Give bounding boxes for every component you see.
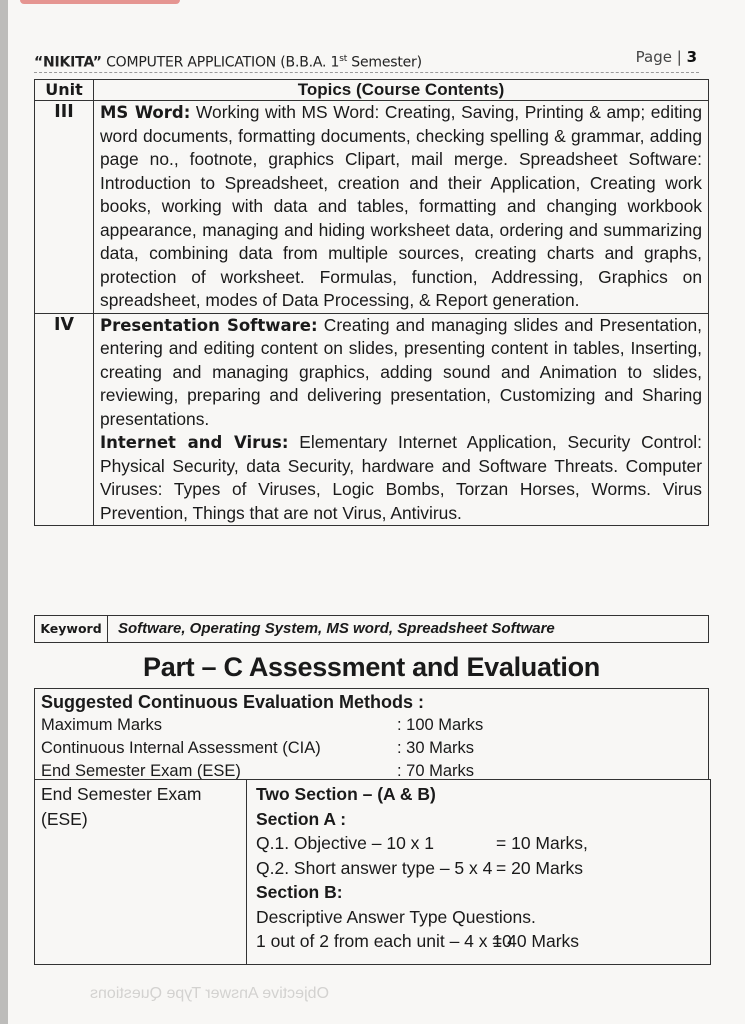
running-header <box>34 48 699 73</box>
q2-text: Q.2. Short answer type – 5 x 4 <box>256 857 493 878</box>
unit-number: IV <box>35 313 94 526</box>
keyword-label: Keyword <box>35 616 108 643</box>
marks-label: Maximum Marks <box>41 716 163 734</box>
unit-question-line <box>256 929 701 954</box>
header-title-sup: st <box>339 54 348 64</box>
table-row-unit-4 <box>35 313 709 526</box>
unit-question-marks: = 40 Marks <box>492 931 580 951</box>
unit-topics <box>94 313 709 526</box>
descriptive-line: Descriptive Answer Type Questions. <box>256 906 536 927</box>
page-number-value: 3 <box>686 48 697 66</box>
q2-line <box>256 856 701 881</box>
topic-paragraph <box>100 431 702 525</box>
part-c-title: Part – C Assessment and Evaluation <box>143 652 600 682</box>
two-section-heading: Two Section – (A & B) <box>256 784 436 804</box>
scan-left-edge <box>0 0 8 1024</box>
header-brand: “NIKITA” <box>34 54 102 71</box>
methods-heading: Suggested Continuous Evaluation Methods : <box>41 692 425 712</box>
col-unit-header: Unit <box>35 80 94 101</box>
page-number <box>636 48 697 66</box>
table-row-unit-3 <box>35 101 709 314</box>
marks-row <box>41 737 702 760</box>
q2-marks: = 20 Marks <box>496 857 584 878</box>
header-title-text: COMPUTER APPLICATION (B.B.A. 1 <box>101 54 340 71</box>
keyword-row <box>35 616 709 643</box>
ese-label: End Semester Exam (ESE) <box>35 780 247 964</box>
keyword-table <box>34 615 709 643</box>
q1-text: Q.1. Objective – 10 x 1 <box>256 833 435 853</box>
q1-marks: = 10 Marks, <box>496 833 588 853</box>
marks-label: End Semester Exam (ESE) <box>41 762 241 780</box>
keyword-value: Software, Operating System, MS word, Spreadsheet Software <box>108 616 709 643</box>
marks-label: Continuous Internal Assessment (CIA) <box>41 739 321 757</box>
topic-text: Working with MS Word: Creating, Saving, Printing & amp; editing word documents, formatting documents, checking spelling & grammar, adding page no., footnote, graphics Clipart, mail merge. Spreadsheet Software: Introduction to Spreadsheet, creation and their Application, Creating work books, working with data and tables, formatting and changing workbook appearance, managing and hiding worksheet data, ordering and summarizing data, combining data from multiple sources, creating charts and graphs, protection of worksheet. Formulas, function, Addressing, Graphics on spreadsheet, modes of Data Processing, & Report generation. <box>100 102 703 310</box>
ese-details <box>247 780 710 964</box>
unit-topics <box>94 101 709 314</box>
unit-number: III <box>35 101 94 314</box>
topic-heading: Presentation Software: <box>100 315 318 335</box>
section-a-heading: Section A : <box>256 808 347 829</box>
col-topics-header: Topics (Course Contents) <box>94 80 709 101</box>
header-title <box>34 54 422 71</box>
header-title-end: Semester) <box>347 54 422 71</box>
topic-heading: MS Word: <box>100 103 191 122</box>
marks-row <box>41 714 702 737</box>
topic-text: Elementary Internet Application, Security Control: Physical Security, data Security, hardware and Software Threats. Computer Viruses: Types of Viruses, Logic Bombs, Torzan Horses, Worms. Virus Prevention, Things that are not Virus, Antivirus. <box>100 432 703 523</box>
table-header-row <box>35 80 709 101</box>
topic-text: Creating and managing slides and Presentation, entering and editing content on slides, presenting content in tables, Inserting, creating and managing graphics, adding sound and Animation to slides, reviewing, preparing and delivering presentation, Customizing and Sharing presentations. <box>100 314 702 429</box>
scan-top-mark <box>20 0 180 4</box>
q1-line <box>256 831 701 856</box>
marks-value: : 30 Marks <box>397 739 475 757</box>
topic-heading: Internet and Virus: <box>100 433 289 452</box>
section-b-heading: Section B: <box>256 882 343 902</box>
bleed-through-text: Objective Answer Type Questions <box>90 985 329 1002</box>
marks-value: : 100 Marks <box>397 716 484 734</box>
marks-value: : 70 Marks <box>397 762 475 780</box>
page-label: Page | <box>635 48 687 66</box>
unit-question-text: 1 out of 2 from each unit – 4 x 10 <box>256 931 512 951</box>
ese-scheme-box <box>34 779 711 965</box>
course-contents-table <box>34 79 709 526</box>
topic-paragraph <box>100 314 702 432</box>
evaluation-methods-box <box>34 688 709 780</box>
